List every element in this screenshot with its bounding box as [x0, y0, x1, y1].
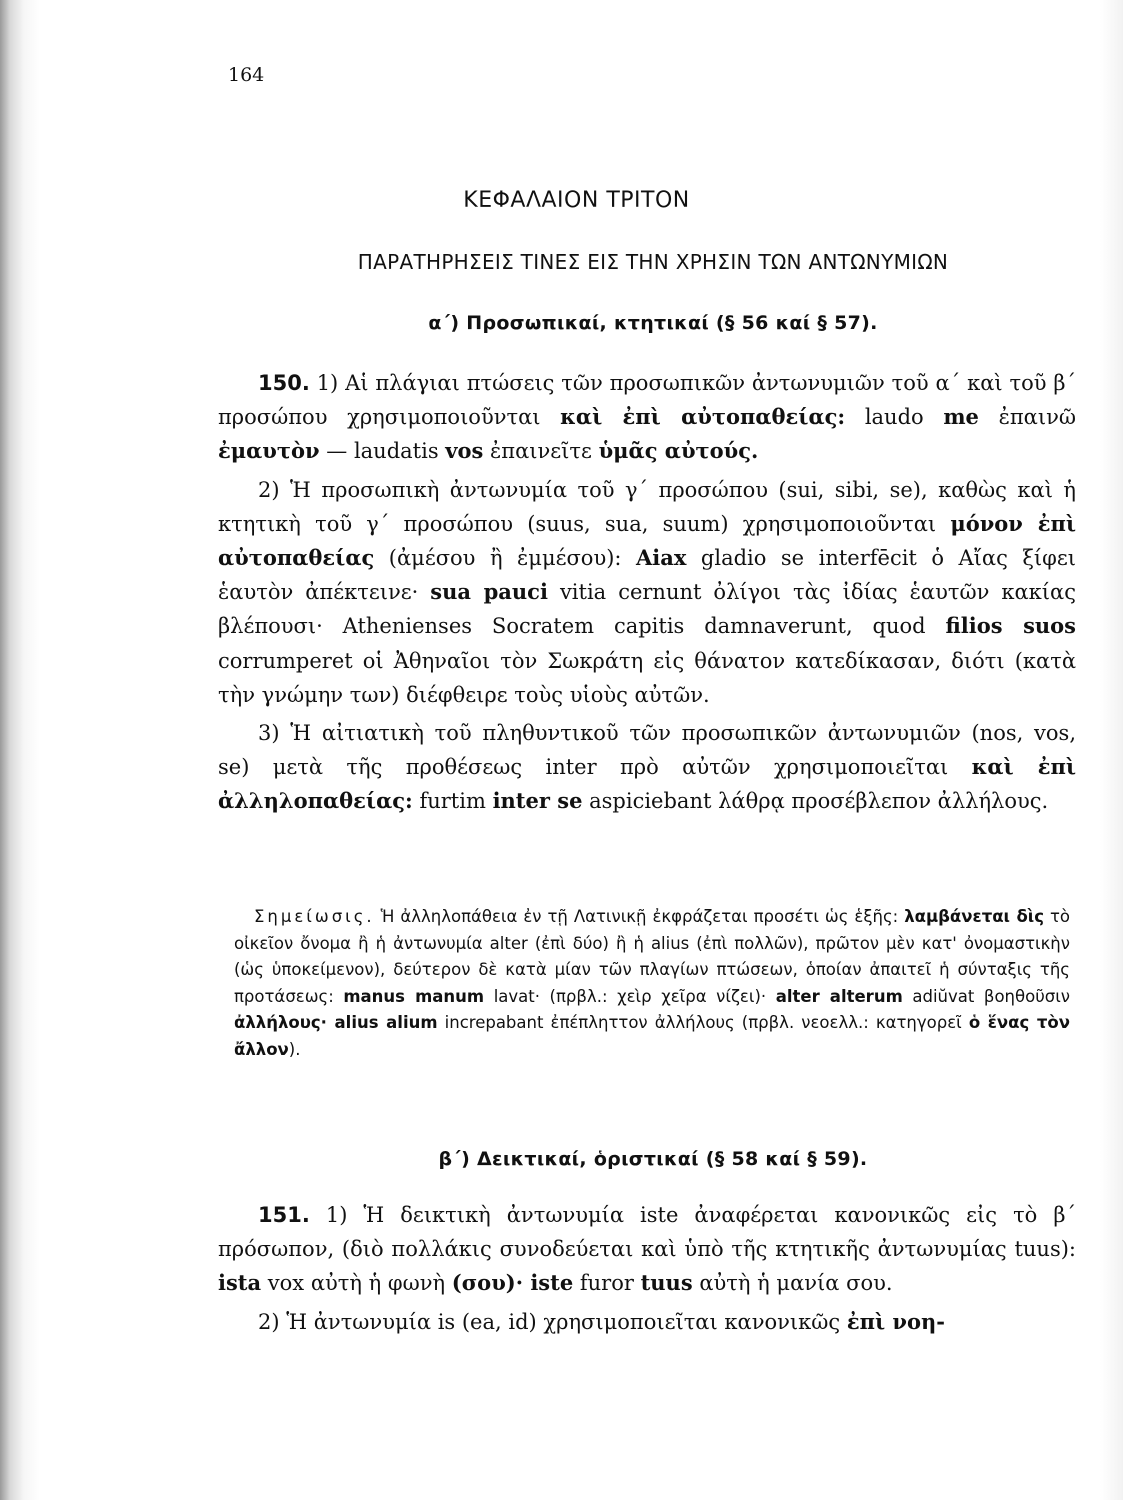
latin-example: laudo [864, 405, 924, 430]
text-span: gladio se interfēcit ὁ Αἴας ξίφει ἑαυτὸν ἀπέκτεινε· [218, 546, 1076, 605]
latin-example: — laudatis [326, 439, 439, 464]
text-span: vitia cernunt ὀλίγοι τὰς ἰδίας ἑαυτῶν κακίας βλέπουσι· Athenienses Socratem capitis damnaverunt, quod [218, 580, 1076, 639]
paragraph-151-part-2 [218, 1305, 1076, 1339]
text-span: τὸ οἰκεῖον ὄνομα ἢ ἡ ἀντωνυμία alter (ἐπὶ δύο) ἢ ἡ alius (ἐπὶ πολλῶν), πρῶτον μὲν κατ' ὀνομαστικὴν (ὡς ὑποκείμενον), δεύτερον δὲ κατὰ μίαν τῶν πλαγίων πτώσεων, ὁποίαν ἀπαιτεῖ ἡ σύνταξις τῆς προτάσεως: [234, 907, 1070, 1006]
text-span: ἐπαινῶ [998, 405, 1076, 430]
bold-text: me [943, 404, 979, 430]
paragraph-150-part-2 [218, 473, 1076, 712]
paragraph-150 [218, 366, 1076, 819]
text-span: vox αὐτὴ ἡ φωνὴ [267, 1271, 446, 1296]
paragraph-number: 151. [258, 1203, 310, 1227]
bold-text: tuus [640, 1270, 693, 1296]
chapter-subtitle: ΠΑΡΑΤΗΡΗΣΕΙΣ ΤΙΝΕΣ ΕΙΣ ΤΗΝ ΧΡΗΣΙΝ ΤΩΝ ΑΝΤΩΝΥΜΙΩΝ [357, 250, 949, 274]
paragraph-150-part-1 [218, 366, 1076, 469]
bold-text: καὶ ἐπὶ ἀλληλοπαθείας: [218, 754, 1076, 814]
note-label: Σημείωσις. [254, 907, 375, 926]
text-span: (ἀμέσου ἢ ἐμμέσου): [388, 546, 622, 571]
bold-text: καὶ ἐπὶ αὐτοπαθείας: [560, 404, 846, 430]
text-span: 1) Αἱ πλάγιαι πτώσεις τῶν προσωπικῶν ἀντωνυμιῶν τοῦ α΄ καὶ τοῦ β΄ προσώπου χρησιμοποιοῦνται [218, 371, 1076, 430]
text-span: aspiciebant λάθρᾳ προσέβλεπον ἀλλήλους. [589, 789, 1049, 814]
text-span: corrumperet οἱ Ἀθηναῖοι τὸν Σωκράτη εἰς θάνατον κατεδίκασαν, διότι (κατὰ τὴν γνώμην των) διέφθειρε τοὺς υἱοὺς αὐτῶν. [218, 648, 1076, 707]
text-span: furor [579, 1271, 634, 1296]
paragraph-150-part-3 [218, 716, 1076, 819]
note-paragraph [234, 904, 1070, 1063]
bold-text: ista [218, 1270, 262, 1296]
bold-text: ὑμᾶς αὐτούς. [598, 438, 759, 464]
section-heading-b: β΄) Δεικτικαί, ὁριστικαί (§ 58 καί § 59). [438, 1148, 868, 1170]
bold-text: ὁ ἕνας τὸν ἄλλον [234, 1013, 1070, 1059]
bold-text: (σου)· iste [451, 1270, 574, 1296]
paragraph-151 [218, 1198, 1076, 1339]
latin-example: furtim [419, 789, 486, 814]
bold-text: μόνον ἐπὶ αὐτοπαθείας [218, 510, 1076, 571]
paragraph-number: 150. [258, 371, 310, 395]
text-span: 3) Ἡ αἰτιατικὴ τοῦ πληθυντικοῦ τῶν προσωπικῶν ἀντωνυμιῶν (nos, vos, se) μετὰ τῆς προθέσεως inter πρὸ αὐτῶν χρησιμοποιεῖται [218, 721, 1076, 780]
page-number: 164 [228, 64, 265, 86]
text-span: αὐτὴ ἡ μανία σου. [699, 1271, 893, 1296]
bold-text: filios suos [945, 613, 1076, 639]
text-span: 2) Ἡ προσωπικὴ ἀντωνυμία τοῦ γ΄ προσώπου (sui, sibi, se), καθὼς καὶ ἡ κτητικὴ τοῦ γ΄ προσώπου (suus, sua, suum) χρησιμοποιοῦνται [218, 477, 1076, 536]
text-span: increpabant ἐπέπληττον ἀλλήλους (πρβλ. νεοελλ.: κατηγορεῖ [444, 1013, 962, 1032]
text-span: ). [288, 1039, 301, 1059]
bold-text: λαμβάνεται δὶς [904, 907, 1044, 926]
section-heading-a: α΄) Προσωπικαί, κτητικαί (§ 56 καί § 57). [428, 312, 878, 334]
bold-text: ἀλλήλους· alius alium [234, 1013, 438, 1032]
text-span: 1) Ἡ δεικτικὴ ἀντωνυμία iste ἀναφέρεται κανονικῶς εἰς τὸ β΄ πρόσωπον, (διὸ πολλάκις συνοδεύεται καὶ ὑπὸ τῆς κτητικῆς ἀντωνυμίας tuus): [218, 1203, 1076, 1262]
text-span: Ἡ ἀλληλοπάθεια ἐν τῇ Λατινικῇ ἐκφράζεται προσέτι ὡς ἑξῆς: [380, 907, 899, 926]
bold-text: inter se [492, 788, 583, 814]
bold-text: ἐμαυτὸν [218, 438, 320, 464]
bold-text: vos [445, 438, 484, 464]
bold-text: alter alterum [775, 986, 903, 1006]
chapter-title: ΚΕΦΑΛΑΙΟΝ ΤΡΙΤΟΝ [463, 188, 690, 213]
bold-text: manus manum [343, 986, 485, 1006]
bold-text: sua pauci [430, 579, 548, 605]
note-block [234, 904, 1070, 1063]
text-span: lavat· (πρβλ.: χεὶρ χεῖρα νίζει)· [493, 986, 767, 1006]
paragraph-151-part-1 [218, 1198, 1076, 1301]
bold-text: ἐπὶ νοη- [846, 1308, 945, 1334]
text-span: ἐπαινεῖτε [490, 439, 592, 464]
text-span: adiŭvat βοηθοῦσιν [912, 986, 1070, 1006]
text-span: 2) Ἡ ἀντωνυμία is (ea, id) χρησιμοποιεῖται κανονικῶς [258, 1309, 841, 1334]
bold-text: Aiax [636, 545, 687, 571]
